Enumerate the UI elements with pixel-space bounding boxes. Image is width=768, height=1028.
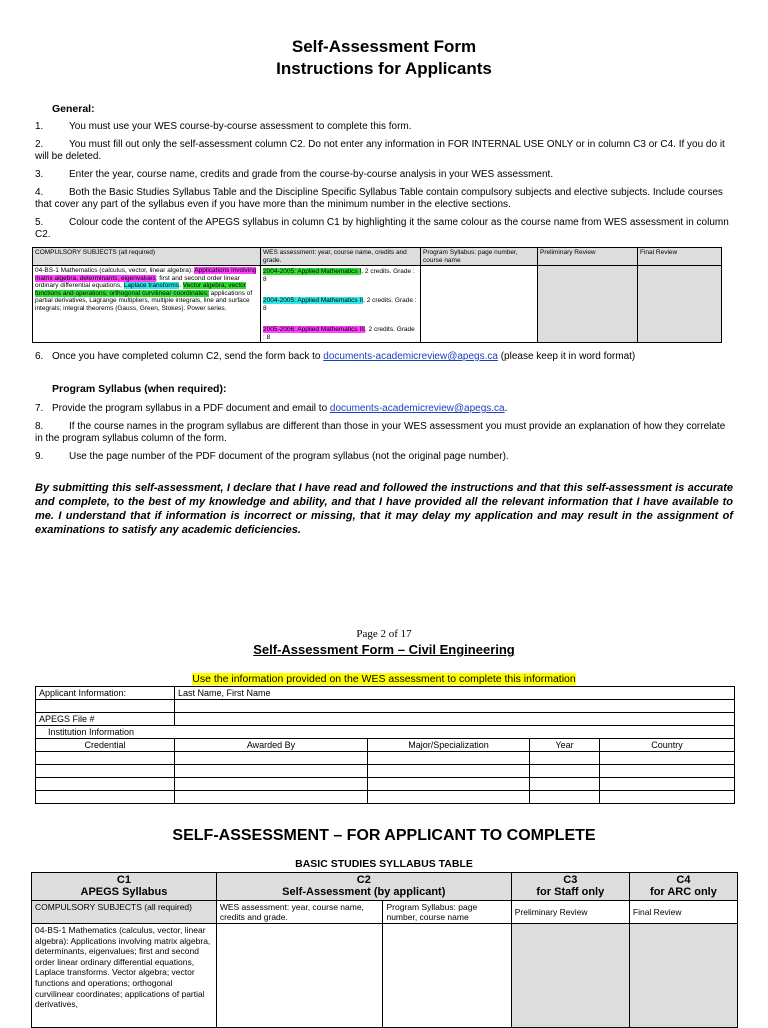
major-row-cell[interactable] [368,791,530,804]
file-number-label: APEGS File # [36,713,175,726]
email-link-2[interactable]: documents-academicreview@apegs.ca [329,403,505,414]
wes-column-label: WES assessment: year, course name, credits and grade. [216,901,383,924]
highlight-green: Vector algebra; vector functions and operations; orthogonal curvilinear coordinates; [35,282,246,297]
applicant-name-field[interactable]: Last Name, First Name [175,687,735,700]
email-link[interactable]: documents-academicreview@apegs.ca [323,351,498,362]
c4-header: C4 for ARC only [629,873,737,901]
self-assessment-heading: SELF-ASSESSMENT – FOR APPLICANT TO COMPLETE [172,827,596,844]
example-program-cell [421,266,538,343]
col-year: Year [530,739,600,752]
credential-row-cell[interactable] [36,765,175,778]
example-preliminary-cell [538,266,638,343]
basic-studies-title: BASIC STUDIES SYLLABUS TABLE [295,858,473,870]
highlight-cyan: Laplace transforms [123,282,180,289]
year-row-cell[interactable] [530,765,600,778]
applicant-info-table [35,686,735,804]
awarded-row-cell[interactable] [175,752,368,765]
col-credential: Credential [36,739,175,752]
awarded-row-cell[interactable] [175,765,368,778]
col-awarded-by: Awarded By [175,739,368,752]
credential-row-cell[interactable] [36,752,175,765]
wes-course-2: 2004-2005: Applied Mathematics II [263,297,364,304]
country-row-cell[interactable] [600,778,735,791]
example-wes-cell: 2004-2005: Applied Mathematics I, 2 credits. Grade : 8 2004-2005: Applied Mathematics II, 2 credits. Grade : 8 2005-2006: Applied Mathematics III, 2 credits. Grade : 8 [261,266,421,343]
instruction-item-1: 1. You must use your WES course-by-course assessment to complete this form. [35,121,412,132]
institution-label: Institution Information [36,726,735,739]
instruction-wrap [0,673,768,685]
c2-header: C2 Self-Assessment (by applicant) [216,873,511,901]
example-header-preliminary: Preliminary Review [538,248,638,266]
major-row-cell[interactable] [368,778,530,791]
instruction-item-3: 3. Enter the year, course name, credits and grade from the course-by-course analysis in your WES assessment. [35,169,554,180]
major-row-cell[interactable] [368,752,530,765]
c3-header: C3 for Staff only [511,873,629,901]
wes-course-3: 2005-2006: Applied Mathematics III [263,326,365,333]
col-country: Country [600,739,735,752]
bs1-final-cell [629,924,737,1028]
c1-header: C1 APEGS Syllabus [32,873,217,901]
country-row-cell[interactable] [600,752,735,765]
compulsory-subjects-label: COMPULSORY SUBJECTS (all required) [32,901,217,924]
file-number-field[interactable] [175,713,735,726]
country-row-cell[interactable] [600,765,735,778]
form-subtitle: Instructions for Applicants [276,59,492,78]
program-syllabus-heading: Program Syllabus (when required): [52,383,227,395]
form-title: Self-Assessment Form [291,37,477,56]
declaration-text: By submitting this self-assessment, I declare that I have read and followed the instructions and that this self-assessment is accurate and complete, to the best of my knowledge and ability, and that I have provided all the relevant information that I have available to me. I understand that if information is incorrect or missing, that it may delay my application and may result in the assignment of examinations to satisfy any academic deficiencies. [35,482,733,536]
civil-form-title: Self-Assessment Form – Civil Engineering [253,642,515,657]
basic-studies-table [31,872,738,1028]
wes-course-1: 2004-2005: Applied Mathematics I [263,268,362,275]
year-row-cell[interactable] [530,791,600,804]
awarded-row-cell[interactable] [175,791,368,804]
bs1-preliminary-cell [511,924,629,1028]
applicant-blank [36,700,175,713]
instruction-item-5: 5. Colour code the content of the APEGS syllabus in column C1 by highlighting it the same colour as the course name from WES assessment in column C2. [35,217,729,240]
bs1-wes-input[interactable] [216,924,383,1028]
highlight-magenta: Applications involving matrix algebra, determinants, eigenvalues [35,267,257,282]
example-header-wes: WES assessment: year, course name, credits and grade. [261,248,421,266]
applicant-label: Applicant Information: [36,687,175,700]
example-syllabus-cell: 04-BS-1 Mathematics (calculus, vector, linear algebra): Applications involving matrix algebra, determinants, eigenvalues; first and second order linear ordinary differential equations, Laplace transforms. Vector algebra; vector functions and operations; orthogonal curvilinear coordinates; applications of partial derivatives, Lagrange multipliers, multiple integrals, line and surface integrals; integral theorems (Gauss, Green, Stokes). Power series. [33,266,261,343]
example-header-program: Program Syllabus: page number, course name [421,248,538,266]
page-number: Page 2 of 17 [356,628,412,640]
example-final-cell [638,266,722,343]
instruction-item-4: 4. Both the Basic Studies Syllabus Table and the Discipline Specific Syllabus Table contain compulsory subjects and elective subjects. Include courses that cover any part of the syllabus even if you have more than the minimum number in the elective sections. [35,187,723,210]
major-row-cell[interactable] [368,765,530,778]
example-table [32,247,722,343]
instruction-item-9: 9. Use the page number of the PDF document of the program syllabus (not the original page number). [35,451,509,462]
bs1-syllabus-cell: 04-BS-1 Mathematics (calculus, vector, linear algebra): Applications involving matrix algebra, determinants, eigenvalues; first and second order linear ordinary differential equations, Laplace transforms. Vector algebra; vector functions and operations; orthogonal curvilinear coordinates; applications of partial derivatives, [32,924,217,1028]
program-column-label: Program Syllabus: page number, course name [383,901,511,924]
awarded-row-cell[interactable] [175,778,368,791]
final-review-label: Final Review [629,901,737,924]
example-header-compulsory: COMPULSORY SUBJECTS (all required) [33,248,261,266]
year-row-cell[interactable] [530,752,600,765]
credential-row-cell[interactable] [36,778,175,791]
applicant-blank-field[interactable] [175,700,735,713]
bs1-program-input[interactable] [383,924,511,1028]
instruction-item-2: 2. You must fill out only the self-assessment column C2. Do not enter any information in FOR INTERNAL USE ONLY or in column C3 or C4. If you do it will be deleted. [35,139,725,162]
country-row-cell[interactable] [600,791,735,804]
instruction-item-8: 8. If the course names in the program syllabus are different than those in your WES assessment you must provide an explanation of how they correlate in the program syllabus column of the form. [35,421,726,444]
general-heading: General: [52,103,95,115]
wes-instruction-banner: Use the information provided on the WES assessment to complete this information [192,673,576,685]
preliminary-review-label: Preliminary Review [511,901,629,924]
instruction-item-7: 7. Provide the program syllabus in a PDF document and email to documents-academicreview@apegs.ca. [35,403,508,414]
instruction-item-6: 6. Once you have completed column C2, send the form back to documents-academicreview@apegs.ca (please keep it in word format) [35,351,636,362]
credential-row-cell[interactable] [36,791,175,804]
example-header-final: Final Review [638,248,722,266]
year-row-cell[interactable] [530,778,600,791]
col-major: Major/Specialization [368,739,530,752]
